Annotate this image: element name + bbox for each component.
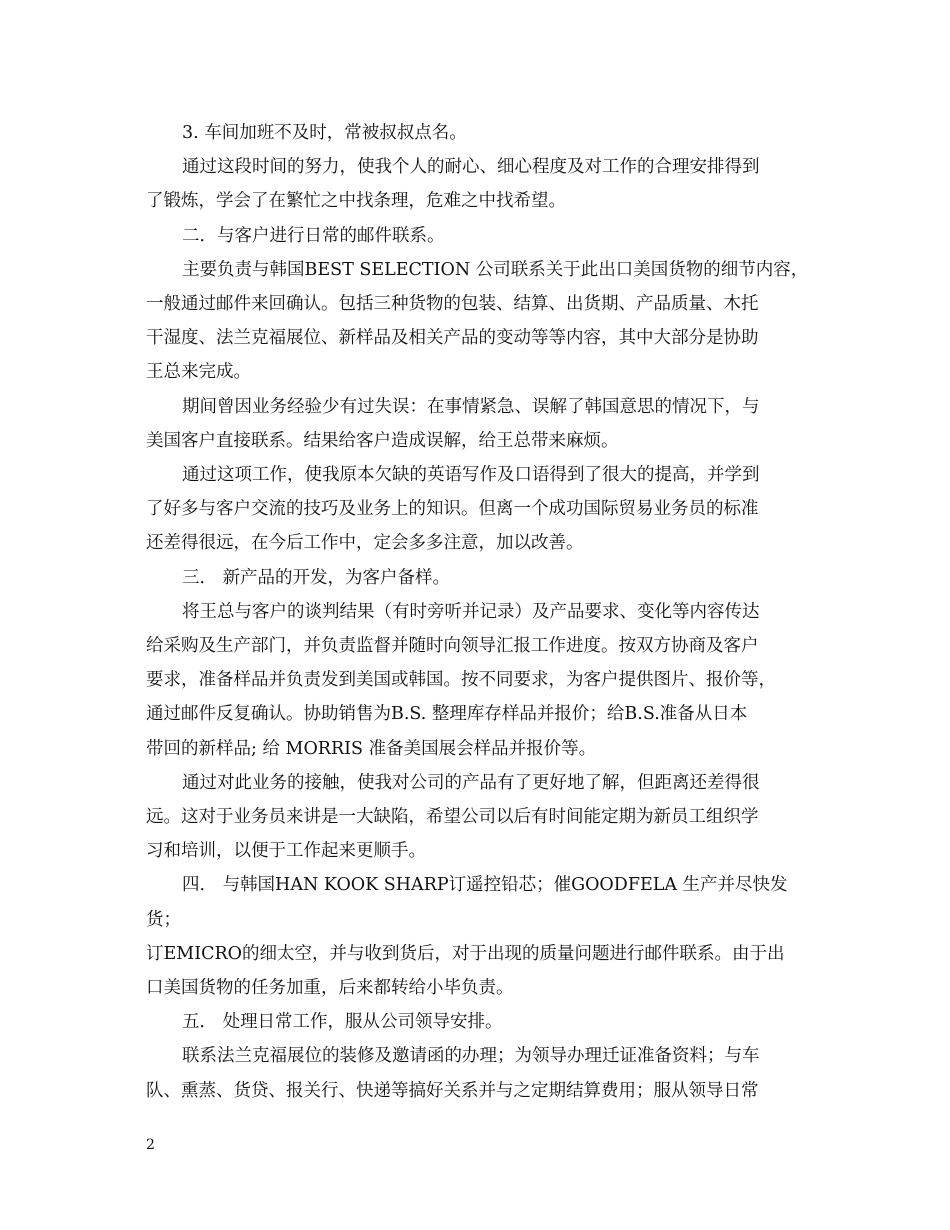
section-heading-5: 五． 处理日常工作，服从公司领导安排。 bbox=[182, 1012, 503, 1033]
section-heading-3: 三． 新产品的开发，为客户备样。 bbox=[182, 567, 451, 588]
paragraph-4: 期间曾因业务经验少有过失误：在事情紧急、误解了韩国意思的情况下，与 美国客户直接联系。结果给客户造成误解，给王总带来麻烦。 bbox=[146, 396, 760, 451]
paragraph-8: 联系法兰克福展位的装修及邀请函的办理；为领导办理迁证准备资料；与车 队、熏蒸、货贷、报关行、快递等搞好关系并与之定期结算费用；服从领导日常 bbox=[146, 1046, 760, 1101]
document-body bbox=[146, 116, 811, 1108]
paragraph-1: 3. 车间加班不及时，常被叔叔点名。 bbox=[182, 123, 467, 143]
paragraph-7: 通过对此业务的接触，使我对公司的产品有了更好地了解，但距离还差得很 远。这对于业务员来讲是一大缺陷，希望公司以后有时间能定期为新员工组织学 习和培训，以便于工作起来更顺手。 bbox=[146, 772, 760, 862]
page-number: 2 bbox=[146, 1137, 155, 1153]
paragraph-3: 主要负责与韩国BEST SELECTION 公司联系关于此出口美国货物的细节内容， 一般通过邮件来回确认。包括三种货物的包装、结算、出货期、产品质量、木托 干湿度、法兰克福展位、新样品及相关产品的变动等等内容，其中大部分是协助 王总来完成。 bbox=[146, 259, 809, 383]
paragraph-2: 通过这段时间的努力，使我个人的耐心、细心程度及对工作的合理安排得到 了锻炼，学会了在繁忙之中找条理，危难之中找希望。 bbox=[146, 157, 760, 212]
section-heading-4: 四． 与韩国HAN KOOK SHARP订遥控铅芯；催GOODFELA 生产并尽快发货； 订EMICRO的细太空，并与收到货后，对于出现的质量问题进行邮件联系。由于出 口美国货物的任务加重，后来都转给小毕负责。 bbox=[146, 875, 788, 999]
section-heading-2: 二．与客户进行日常的邮件联系。 bbox=[182, 225, 445, 246]
paragraph-5: 通过这项工作，使我原本欠缺的英语写作及口语得到了很大的提高，并学到 了好多与客户交流的技巧及业务上的知识。但离一个成功国际贸易业务员的标准 还差得很远，在今后工作中，定会多多注意，加以改善。 bbox=[146, 465, 760, 554]
paragraph-6: 将王总与客户的谈判结果（有时旁听并记录）及产品要求、变化等内容传达 给采购及生产部门，并负责监督并随时向领导汇报工作进度。按双方协商及客户 要求，准备样品并负责发到美国或韩国。按不同要求，为客户提供图片、报价等， 通过邮件反复确认。协助销售为B.S. 整理库存样品并报价；给B.S.准备从日本 带回的新样品; 给 MORRIS 准备美国展会样品并报价等。 bbox=[146, 601, 776, 759]
